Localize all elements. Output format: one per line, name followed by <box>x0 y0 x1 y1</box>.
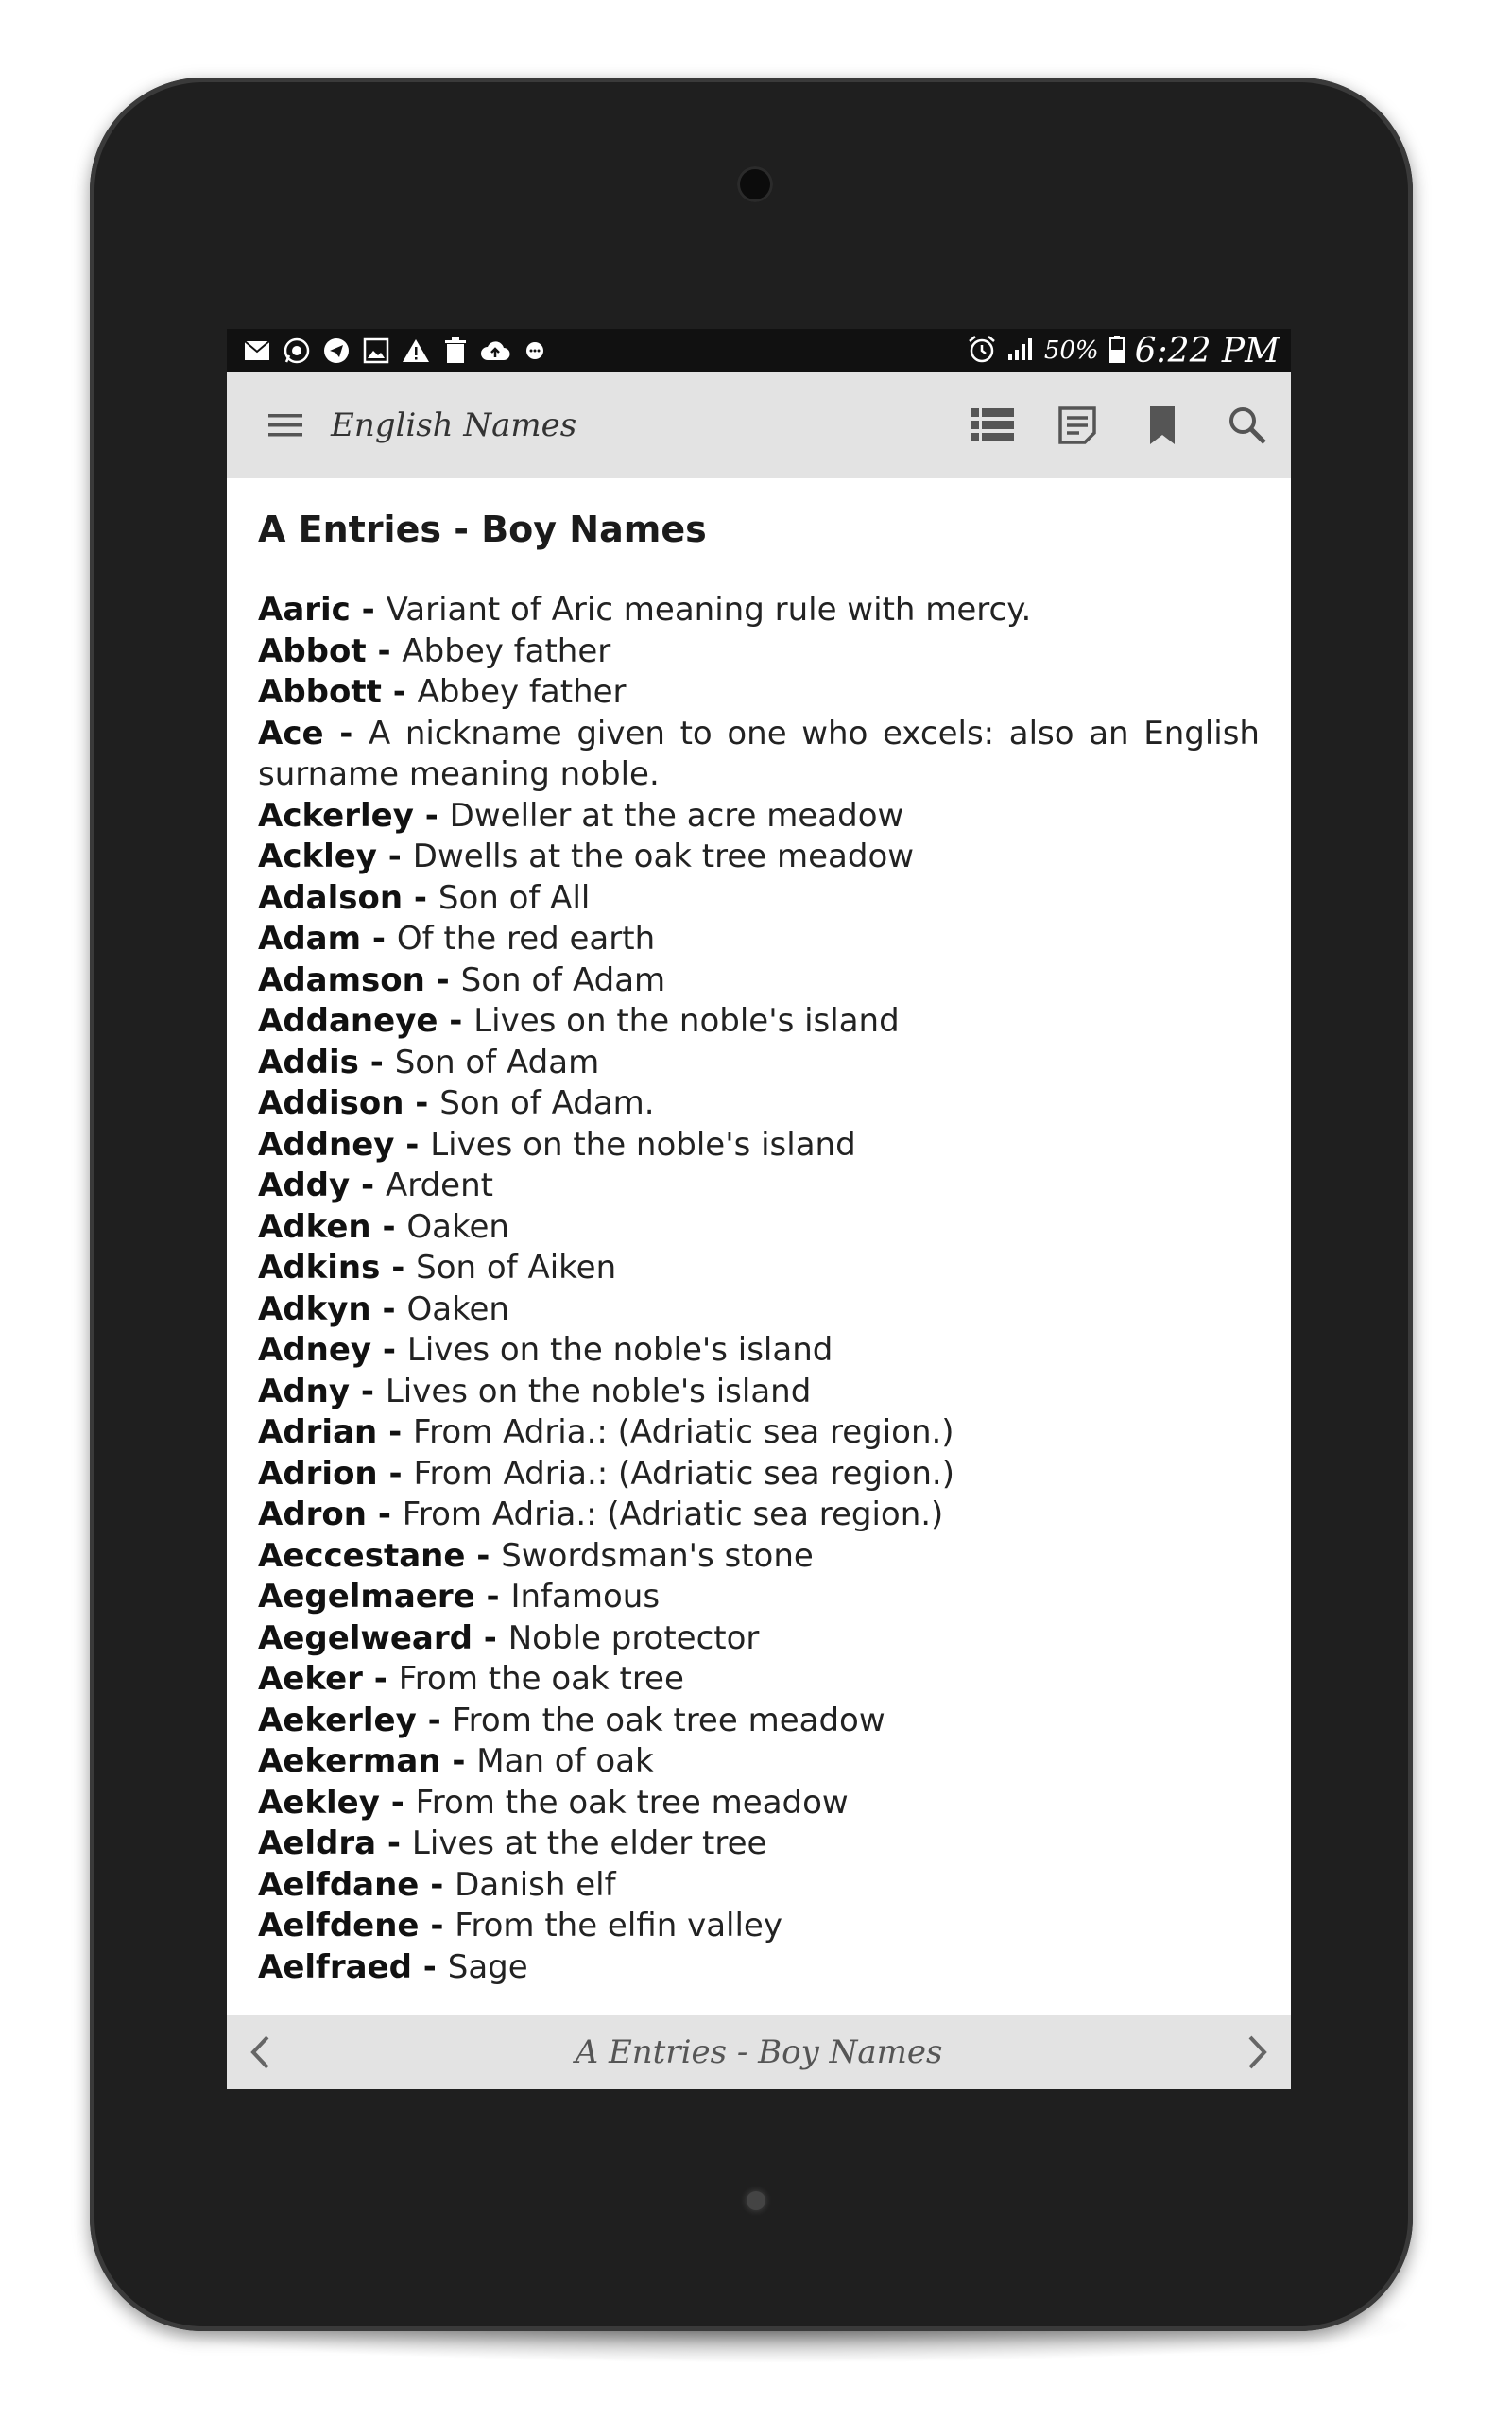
entry-name: Adrian <box>258 1413 378 1451</box>
entry-meaning: From the oak tree <box>398 1660 684 1698</box>
entry-separator: - <box>419 1907 455 1945</box>
entry-name: Ackerley <box>258 796 414 835</box>
entry-separator: - <box>380 1249 417 1287</box>
telegram-icon <box>321 336 352 366</box>
entry-name: Aekerman <box>258 1742 441 1780</box>
entry-separator: - <box>377 1413 414 1451</box>
name-entry <box>258 1412 1260 1454</box>
clock: 6:22 PM <box>1134 331 1280 371</box>
entry-meaning: Lives on the noble's island <box>385 1372 812 1410</box>
entry-meaning: Abbey father <box>417 673 627 711</box>
bookmark-button[interactable] <box>1134 397 1191 454</box>
entry-meaning: Infamous <box>510 1578 661 1616</box>
name-entry <box>258 1783 1260 1824</box>
name-entry <box>258 1454 1260 1495</box>
entry-separator: - <box>350 1372 386 1410</box>
entry-name: Aelfdane <box>258 1865 420 1904</box>
warning-icon <box>401 336 431 366</box>
entry-name: Abbott <box>258 673 382 711</box>
entry-meaning: From Adria.: (Adriatic sea region.) <box>413 1454 954 1493</box>
entry-meaning: From Adria.: (Adriatic sea region.) <box>402 1495 944 1533</box>
whatsapp-icon <box>282 336 312 366</box>
entry-name: Adron <box>258 1495 367 1533</box>
entry-name: Addison <box>258 1084 404 1122</box>
notes-button[interactable] <box>1049 397 1106 454</box>
entry-meaning: Son of Adam <box>394 1043 600 1081</box>
entry-separator: - <box>350 1167 386 1204</box>
name-entry <box>258 960 1260 1002</box>
entry-separator: - <box>472 1618 508 1657</box>
entry-separator: - <box>370 1289 407 1328</box>
entry-separator: - <box>419 1865 455 1904</box>
entry-separator: - <box>424 960 461 999</box>
entry-meaning: Lives on the noble's island <box>473 1002 900 1040</box>
entry-meaning: Abbey father <box>402 631 611 670</box>
entry-separator: - <box>416 1701 453 1739</box>
name-entry <box>258 1906 1260 1947</box>
entry-name: Adam <box>258 920 362 958</box>
entry-meaning: Danish elf <box>455 1865 616 1904</box>
home-indicator <box>747 2191 765 2210</box>
bookmark-icon <box>1148 405 1177 446</box>
entry-name: Adney <box>258 1331 372 1369</box>
entry-name: Adrion <box>258 1454 378 1493</box>
entry-meaning: Oaken <box>406 1289 509 1328</box>
entry-name: Adkyn <box>258 1289 371 1328</box>
list-button[interactable] <box>964 397 1021 454</box>
navigation-menu-button[interactable] <box>255 395 316 456</box>
app-screen <box>227 329 1291 2089</box>
search-icon <box>1228 406 1267 445</box>
entry-meaning: Sage <box>447 1947 528 1986</box>
entry-separator: - <box>440 1742 477 1780</box>
entry-separator: - <box>361 920 397 958</box>
entry-name: Aegelweard <box>258 1618 472 1657</box>
entry-name: Addney <box>258 1125 395 1164</box>
entry-name: Aelfraed <box>258 1947 412 1986</box>
entry-name: Aegelmaere <box>258 1578 475 1616</box>
entry-meaning: Lives on the noble's island <box>430 1125 856 1164</box>
entry-separator: - <box>362 1660 399 1698</box>
entry-meaning: Ardent <box>385 1167 493 1204</box>
menu-icon <box>268 412 302 439</box>
entry-meaning: Dwells at the oak tree meadow <box>412 838 915 875</box>
entry-separator: - <box>465 1536 502 1575</box>
entry-name: Aeccestane <box>258 1536 466 1575</box>
entry-meaning: From the oak tree meadow <box>415 1783 849 1822</box>
entry-separator: - <box>358 1043 395 1081</box>
entry-meaning: Son of Aiken <box>416 1249 617 1287</box>
entry-separator: - <box>394 1125 431 1164</box>
notification-icons <box>227 336 550 366</box>
front-camera <box>737 166 773 202</box>
mail-icon <box>242 336 272 366</box>
name-entry <box>258 1701 1260 1742</box>
name-entry <box>258 1248 1260 1289</box>
name-entry <box>258 1001 1260 1043</box>
entry-name: Aekerley <box>258 1701 417 1739</box>
entry-meaning: Son of Adam <box>460 960 666 999</box>
chat-icon <box>520 336 550 366</box>
entry-separator: - <box>381 673 418 711</box>
name-entry <box>258 796 1260 838</box>
entry-meaning: From the oak tree meadow <box>452 1701 885 1739</box>
entry-meaning: Swordsman's stone <box>501 1536 814 1575</box>
entry-separator: - <box>474 1578 511 1616</box>
signal-icon <box>1006 336 1035 366</box>
chevron-right-icon <box>1246 2033 1269 2071</box>
entry-meaning: Dweller at the acre meadow <box>449 796 904 835</box>
entry-separator: - <box>323 714 369 752</box>
entry-name: Adamson <box>258 960 425 999</box>
entry-name: Adny <box>258 1372 351 1410</box>
entry-meaning: Of the red earth <box>396 920 656 958</box>
name-entry <box>258 714 1260 796</box>
entry-meaning: Man of oak <box>476 1742 654 1780</box>
name-entry <box>258 1330 1260 1372</box>
entry-meaning: Variant of Aric meaning rule with mercy. <box>386 591 1032 629</box>
system-status <box>967 332 1291 371</box>
entry-meaning: A nickname given to one who excels: also an English surname meaning noble. <box>258 714 1260 793</box>
entry-name: Abbot <box>258 631 367 670</box>
name-entry <box>258 1083 1260 1125</box>
name-entry <box>258 1741 1260 1783</box>
article-content <box>258 507 1260 1988</box>
entry-separator: - <box>366 631 403 670</box>
entry-name: Adken <box>258 1207 371 1246</box>
name-entry <box>258 1166 1260 1207</box>
entry-separator: - <box>411 1947 448 1986</box>
entry-meaning: Lives at the elder tree <box>411 1824 767 1862</box>
app-toolbar <box>227 372 1291 478</box>
entry-name: Addy <box>258 1167 351 1204</box>
name-entry <box>258 878 1260 920</box>
entry-name: Addaneye <box>258 1002 438 1040</box>
list-icon <box>971 406 1014 444</box>
entry-separator: - <box>366 1495 403 1533</box>
battery-icon <box>1108 335 1125 367</box>
name-entry <box>258 1207 1260 1249</box>
entry-separator: - <box>413 796 450 835</box>
entry-name: Aeldra <box>258 1824 377 1862</box>
entry-meaning: Oaken <box>406 1207 509 1246</box>
name-entry <box>258 837 1260 878</box>
notes-icon <box>1057 405 1098 446</box>
name-entry <box>258 1947 1260 1989</box>
entry-separator: - <box>371 1331 407 1369</box>
entry-name: Ace <box>258 714 324 752</box>
entry-meaning: Lives on the noble's island <box>406 1331 833 1369</box>
search-button[interactable] <box>1219 397 1276 454</box>
entry-name: Adkins <box>258 1249 381 1287</box>
entry-separator: - <box>403 878 438 917</box>
entry-separator: - <box>376 1824 412 1862</box>
battery-percentage: 50% <box>1043 337 1099 365</box>
bottom-navigation <box>227 2015 1291 2089</box>
toolbar-actions <box>964 397 1291 454</box>
entry-name: Addis <box>258 1043 359 1081</box>
entry-meaning: Son of All <box>438 878 591 917</box>
entry-separator: - <box>370 1207 407 1246</box>
page-title: A Entries - Boy Names <box>258 509 707 550</box>
entry-separator: - <box>350 591 387 629</box>
entry-meaning: From Adria.: (Adriatic sea region.) <box>413 1413 954 1451</box>
name-entry <box>258 1618 1260 1660</box>
name-entry <box>258 919 1260 960</box>
entry-name: Ackley <box>258 838 377 875</box>
image-icon <box>361 336 391 366</box>
entry-list <box>258 590 1260 1988</box>
entry-name: Aekley <box>258 1783 380 1822</box>
name-entry <box>258 1577 1260 1618</box>
name-entry <box>258 631 1260 673</box>
name-entry <box>258 1824 1260 1865</box>
entry-separator: - <box>404 1084 440 1122</box>
entry-name: Aeker <box>258 1660 363 1698</box>
app-title: English Names <box>331 406 577 444</box>
entry-separator: - <box>438 1002 474 1040</box>
name-entry <box>258 672 1260 714</box>
entry-separator: - <box>379 1783 416 1822</box>
name-entry <box>258 1659 1260 1701</box>
entry-separator: - <box>376 838 413 875</box>
entry-name: Adalson <box>258 878 404 917</box>
section-title: A Entries - Boy Names <box>575 2033 943 2071</box>
entry-separator: - <box>377 1454 414 1493</box>
trash-icon <box>440 336 471 366</box>
name-entry <box>258 1125 1260 1167</box>
name-entry <box>258 1043 1260 1084</box>
name-entry <box>258 1865 1260 1907</box>
entry-meaning: From the elfin valley <box>455 1907 782 1945</box>
name-entry <box>258 590 1260 631</box>
entry-meaning: Noble protector <box>507 1618 760 1657</box>
entry-name: Aaric <box>258 591 351 629</box>
next-button[interactable] <box>1225 2019 1291 2085</box>
cloud-upload-icon <box>480 336 510 366</box>
name-entry <box>258 1372 1260 1413</box>
alarm-icon <box>967 334 997 368</box>
status-bar <box>227 329 1291 372</box>
name-entry <box>258 1289 1260 1331</box>
name-entry <box>258 1495 1260 1536</box>
entry-name: Aelfdene <box>258 1907 420 1945</box>
previous-button[interactable] <box>227 2019 293 2085</box>
chevron-left-icon <box>249 2033 271 2071</box>
entry-meaning: Son of Adam. <box>439 1084 655 1122</box>
name-entry <box>258 1536 1260 1578</box>
